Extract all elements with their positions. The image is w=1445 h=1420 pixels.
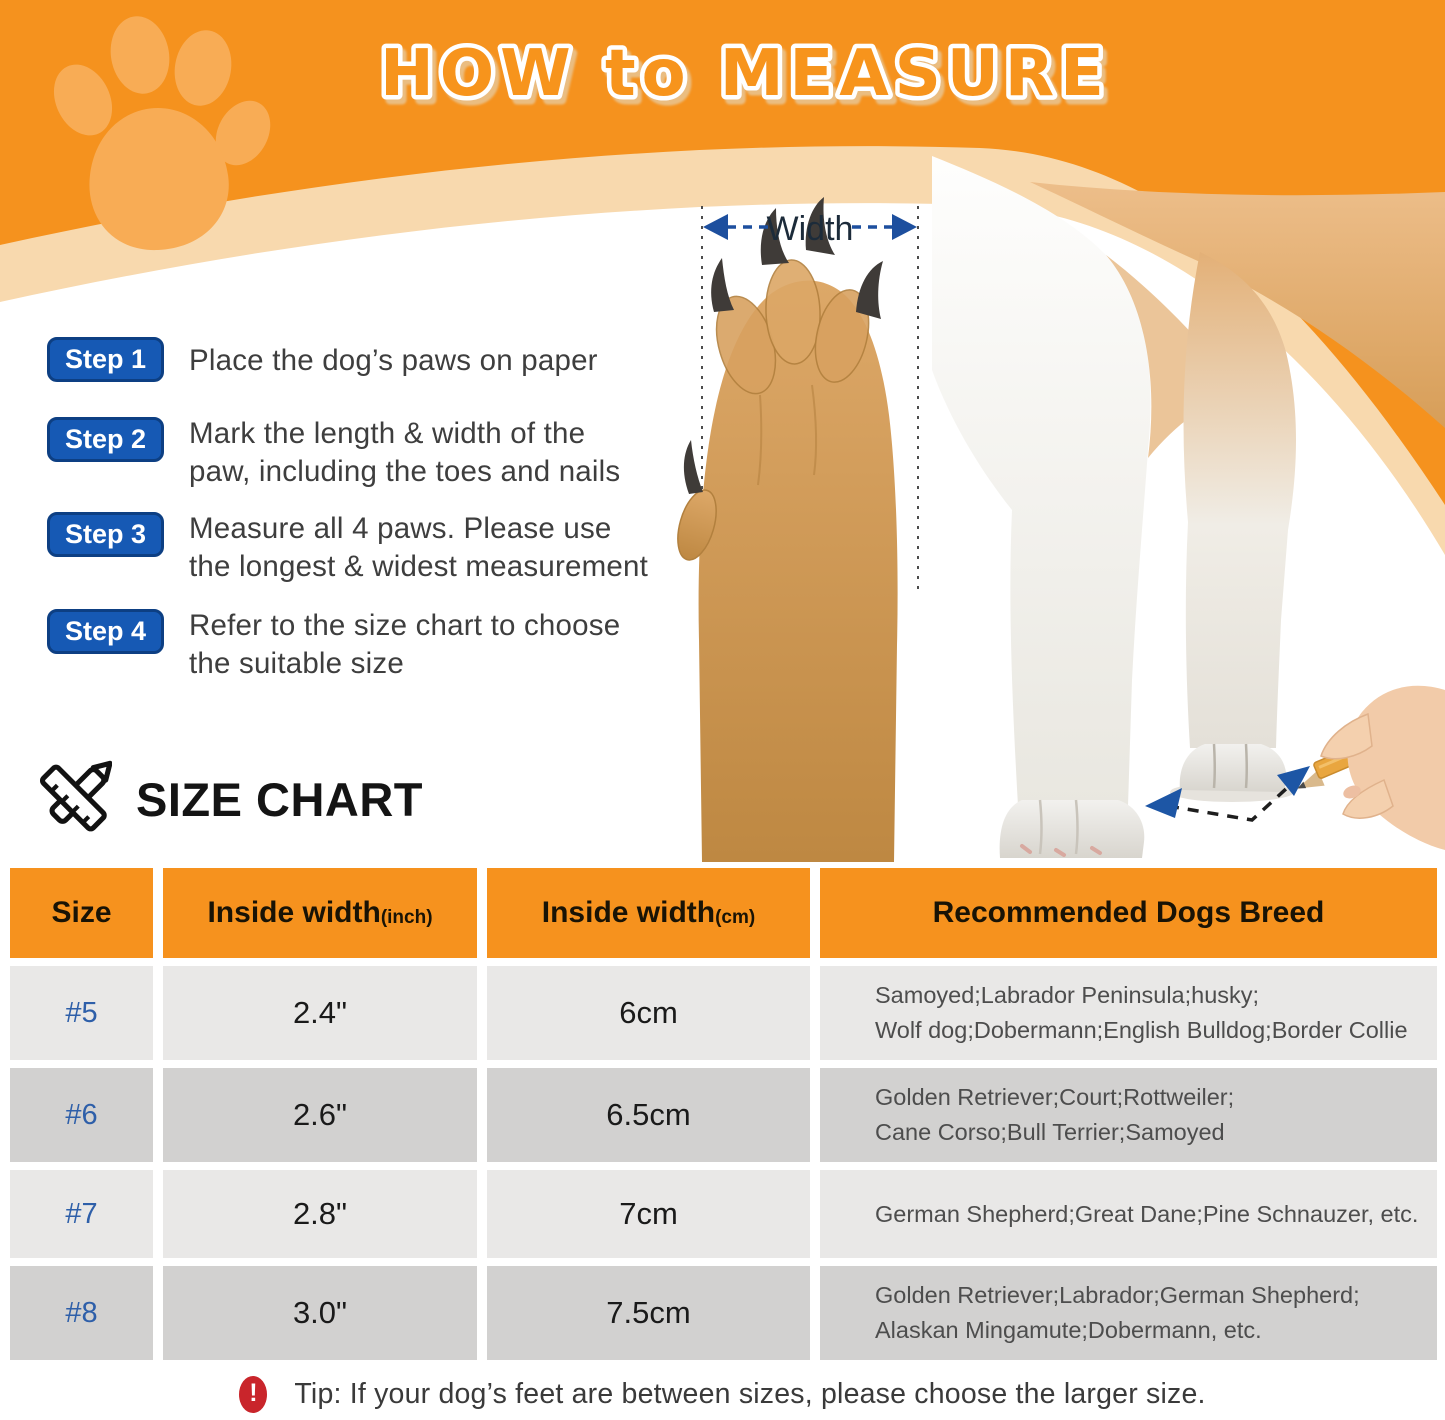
table-row-cm: 6.5cm bbox=[487, 1068, 810, 1162]
table-row-inch: 2.4" bbox=[163, 966, 477, 1060]
step-4-badge: Step 4 bbox=[47, 609, 164, 654]
col-header-inside-width-inch: Inside width (inch) bbox=[163, 868, 477, 958]
table-row-size: #8 bbox=[10, 1266, 153, 1360]
measurement-photo bbox=[630, 118, 1445, 866]
col-header-inside-width-cm: Inside width (cm) bbox=[487, 868, 810, 958]
trace-arrow-left-icon bbox=[1145, 788, 1182, 818]
step-1-badge: Step 1 bbox=[47, 337, 164, 382]
table-row-size: #5 bbox=[10, 966, 153, 1060]
dog-paw-photo bbox=[671, 197, 898, 862]
hand-pencil-photo bbox=[1291, 686, 1445, 850]
width-measure bbox=[703, 210, 917, 248]
table-row-breeds: Golden Retriever;Labrador;German Shepherd; Alaskan Mingamute;Dobermann, etc. bbox=[820, 1266, 1437, 1360]
step-3-text: Measure all 4 paws. Please use the longest & widest measurement bbox=[189, 512, 648, 583]
step-row-2 bbox=[47, 417, 620, 490]
table-row-inch: 2.6" bbox=[163, 1068, 477, 1162]
tip-note bbox=[0, 1376, 1445, 1413]
ruler-pencil-icon bbox=[38, 756, 112, 842]
table-row-cm: 7cm bbox=[487, 1170, 810, 1258]
page-title: HOW to MEASURE bbox=[380, 37, 1110, 111]
col-header-breeds: Recommended Dogs Breed bbox=[820, 868, 1437, 958]
size-chart-header bbox=[38, 756, 423, 842]
table-row-breeds: German Shepherd;Great Dane;Pine Schnauzer, etc. bbox=[820, 1170, 1437, 1258]
step-row-1 bbox=[47, 337, 598, 382]
step-row-4 bbox=[47, 609, 620, 682]
table-row-breeds: Golden Retriever;Court;Rottweiler; Cane Corso;Bull Terrier;Samoyed bbox=[820, 1068, 1437, 1162]
size-chart-table bbox=[10, 868, 1437, 1360]
step-1-text: Place the dog’s paws on paper bbox=[189, 344, 598, 377]
col-header-size: Size bbox=[10, 868, 153, 958]
alert-icon: ! bbox=[239, 1376, 267, 1413]
table-row-breeds: Samoyed;Labrador Peninsula;husky; Wolf dog;Dobermann;English Bulldog;Border Collie bbox=[820, 966, 1437, 1060]
step-row-3 bbox=[47, 512, 648, 585]
table-row-cm: 7.5cm bbox=[487, 1266, 810, 1360]
table-row-cm: 6cm bbox=[487, 966, 810, 1060]
table-row-inch: 3.0" bbox=[163, 1266, 477, 1360]
step-3-badge: Step 3 bbox=[47, 512, 164, 557]
table-row-size: #7 bbox=[10, 1170, 153, 1258]
size-chart-title: SIZE CHART bbox=[136, 772, 423, 826]
step-2-badge: Step 2 bbox=[47, 417, 164, 462]
table-row-inch: 2.8" bbox=[163, 1170, 477, 1258]
table-row-size: #6 bbox=[10, 1068, 153, 1162]
step-2-text: Mark the length & width of the paw, including the toes and nails bbox=[189, 417, 621, 488]
width-label: Width bbox=[766, 210, 854, 248]
step-4-text: Refer to the size chart to choose the suitable size bbox=[189, 609, 621, 680]
tip-text: Tip: If your dog’s feet are between sizes, please choose the larger size. bbox=[294, 1378, 1206, 1410]
